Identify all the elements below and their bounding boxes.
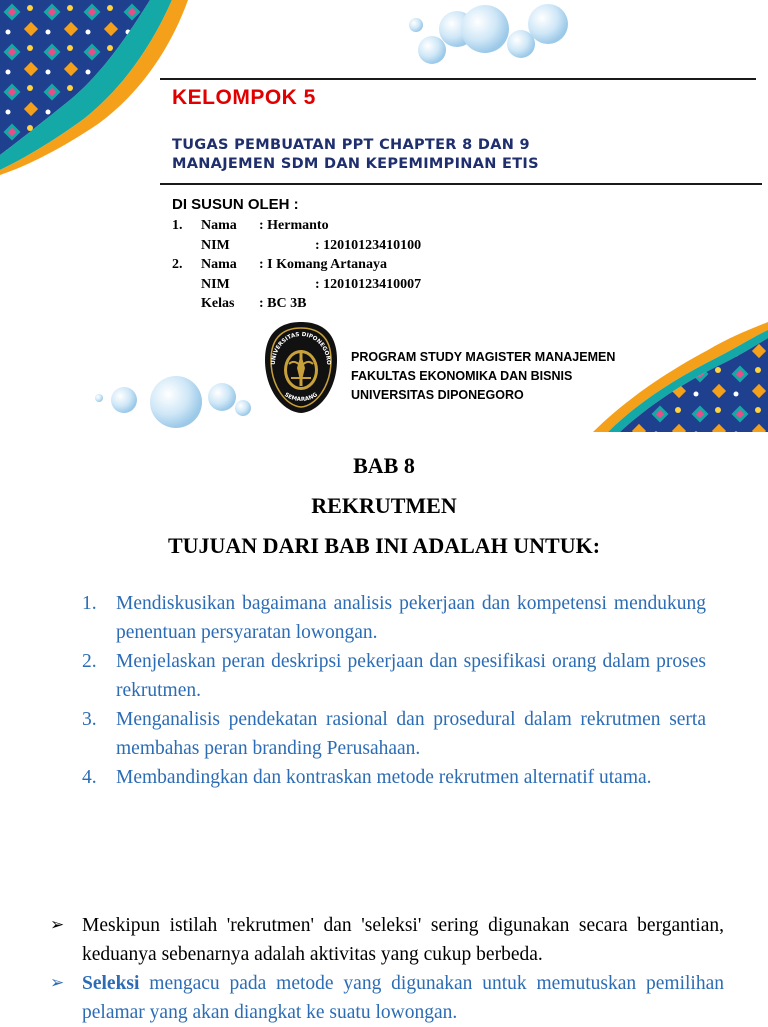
objective-item	[82, 589, 706, 647]
program-info	[351, 348, 615, 405]
group-title: KELOMPOK 5	[172, 86, 316, 109]
objective-number: 4.	[82, 767, 97, 788]
name-value: : I Komang Artanaya	[259, 257, 387, 272]
objective-item	[82, 705, 706, 763]
university-seal-icon	[261, 320, 341, 415]
arrow-bullet-icon: ➢	[50, 973, 65, 993]
objective-number: 2.	[82, 651, 97, 672]
compiled-by-label: DI SUSUN OLEH :	[172, 196, 299, 213]
objective-number: 3.	[82, 709, 97, 730]
nim-label: NIM	[201, 276, 230, 292]
objective-text: Menganalisis pendekatan rasional dan prosedural dalam rekrutmen serta membahas peran branding Perusahaan.	[116, 709, 706, 759]
objective-text: Membandingkan dan kontraskan metode rekrutmen alternatif utama.	[116, 767, 652, 788]
objective-text: Menjelaskan peran deskripsi pekerjaan dan spesifikasi orang dalam proses rekrutmen.	[116, 651, 706, 701]
program-line-1: PROGRAM STUDY MAGISTER MANAJEMEN	[351, 350, 616, 364]
top-rule	[160, 78, 756, 80]
objective-text: Mendiskusikan bagaimana analisis pekerjaan dan kompetensi mendukung penentuan persyaratan lowongan.	[116, 593, 706, 643]
cover-slide	[0, 0, 768, 432]
class-value: : BC 3B	[259, 296, 307, 311]
seal-top-text: UNIVERSITAS DIPONEGORO	[270, 331, 332, 366]
task-line-1: TUGAS PEMBUATAN PPT CHAPTER 8 DAN 9	[172, 137, 530, 153]
name-label: Nama	[201, 257, 237, 272]
chapter-number: BAB 8	[353, 453, 415, 478]
objective-item	[82, 647, 706, 705]
nim-value: : 12010123410100	[315, 237, 422, 253]
class-label: Kelas	[201, 296, 235, 311]
nim-value: : 12010123410007	[315, 276, 422, 292]
task-line-2: MANAJEMEN SDM DAN KEPEMIMPINAN ETIS	[172, 156, 539, 172]
bullet-text: mengacu pada metode yang digunakan untuk memutuskan pemilihan pelamar yang akan diangkat ke suatu lowongan.	[82, 973, 724, 1023]
task-title	[172, 136, 539, 174]
seal-bottom-text: SEMARANG	[283, 392, 319, 404]
member-number: 2.	[172, 257, 183, 272]
objective-number: 1.	[82, 593, 97, 614]
goal-heading: TUJUAN DARI BAB INI ADALAH UNTUK:	[167, 533, 601, 558]
middle-rule	[160, 183, 762, 185]
nim-label: NIM	[201, 237, 230, 253]
member-number: 1.	[172, 218, 183, 233]
bullet-text: Meskipun istilah 'rekrutmen' dan 'seleksi' sering digunakan secara bergantian, keduanya sebenarnya adalah aktivitas yang cukup berbeda.	[82, 915, 724, 965]
bullet-term: Seleksi	[82, 973, 140, 994]
name-label: Nama	[201, 218, 237, 233]
bullet-item	[48, 911, 724, 969]
chapter-title: REKRUTMEN	[311, 493, 457, 518]
name-value: : Hermanto	[259, 218, 329, 233]
arrow-bullet-icon: ➢	[50, 915, 65, 935]
objective-item	[82, 763, 706, 792]
objective-list	[82, 589, 706, 792]
bullet-item	[48, 969, 724, 1027]
body-bullets	[48, 911, 724, 1027]
program-line-3: UNIVERSITAS DIPONEGORO	[351, 388, 524, 402]
program-line-2: FAKULTAS EKONOMIKA DAN BISNIS	[351, 369, 573, 383]
bubble-decoration-bottom	[0, 0, 300, 432]
